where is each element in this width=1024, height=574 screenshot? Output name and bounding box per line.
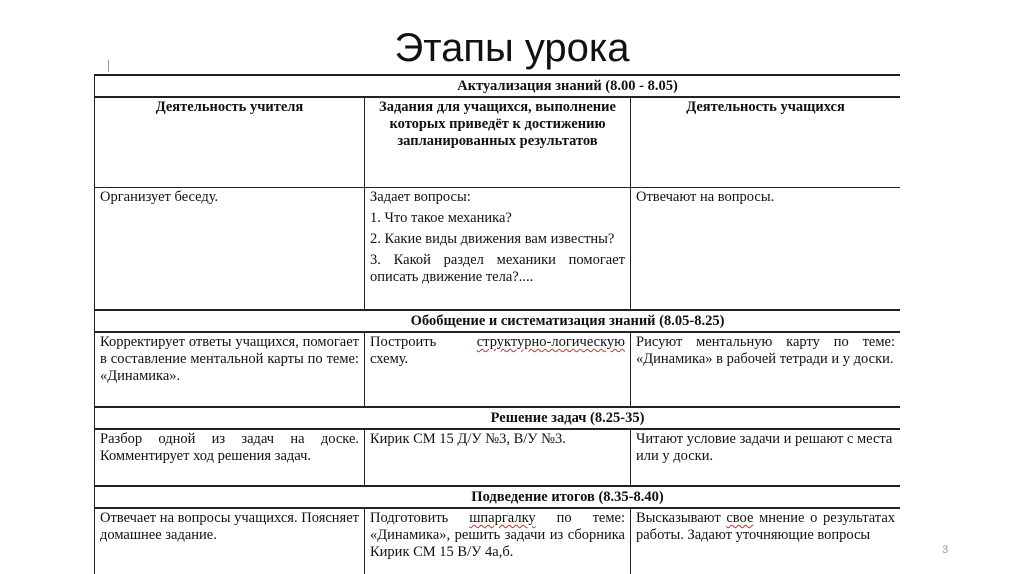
question-1: 1. Что такое механика? bbox=[370, 210, 512, 226]
table-row bbox=[95, 429, 901, 486]
slide-number: 3 bbox=[941, 544, 949, 556]
column-header-row bbox=[95, 97, 901, 188]
question-3: 3. Какой раздел механики помогает описать движение тела?.... bbox=[370, 252, 625, 285]
cell-students: Отвечают на вопросы. bbox=[631, 188, 901, 311]
cell-students: Рисуют ментальную карту по теме: «Динамика» в рабочей тетради и у доски. bbox=[631, 332, 901, 407]
section-row-summary bbox=[95, 486, 901, 508]
question-2: 2. Какие виды движения вам известны? bbox=[370, 231, 615, 247]
lesson-stages-table bbox=[94, 74, 900, 574]
table-row bbox=[95, 188, 901, 311]
section-title-generalization: Обобщение и систематизация знаний (8.05-8.25) bbox=[410, 313, 725, 329]
slide-title: Этапы урока bbox=[394, 26, 630, 70]
cell-tasks: Кирик СМ 15 Д/У №3, В/У №3. bbox=[365, 429, 631, 486]
spellcheck-underline: структурно-логическую bbox=[476, 334, 625, 350]
column-header-students: Деятельность учащихся bbox=[631, 97, 901, 188]
spellcheck-underline: шпаргалку bbox=[469, 510, 536, 526]
section-title-actualization: Актуализация знаний (8.00 - 8.05) bbox=[457, 78, 678, 94]
section-row-generalization bbox=[95, 310, 901, 332]
section-row-problems bbox=[95, 407, 901, 429]
cell-students: Читают условие задачи и решают с места или у доски. bbox=[631, 429, 901, 486]
cell-teacher: Организует беседу. bbox=[95, 188, 365, 311]
table-row bbox=[95, 508, 901, 574]
cell-teacher: Отвечает на вопросы учащихся. Поясняет домашнее задание. bbox=[95, 508, 365, 574]
column-header-teacher: Деятельность учителя bbox=[95, 97, 365, 188]
section-row-actualization bbox=[95, 75, 901, 97]
lesson-stages-document bbox=[94, 74, 900, 574]
cell-teacher: Разбор одной из задач на доске. Комментирует ход решения задач. bbox=[95, 429, 365, 486]
column-header-tasks: Задания для учащихся, выполнение которых приведёт к достижению запланированных результатов bbox=[365, 97, 631, 188]
page-margin-tick bbox=[108, 60, 109, 72]
cell-tasks bbox=[365, 188, 631, 311]
section-title-problems: Решение задач (8.25-35) bbox=[490, 410, 645, 426]
cell-teacher: Корректирует ответы учащихся, помогает в составление ментальной карты по теме: «Динамика». bbox=[95, 332, 365, 407]
spellcheck-underline: свое bbox=[726, 510, 754, 526]
cell-tasks: Построить структурно-логическую схему. bbox=[365, 332, 631, 407]
tasks-intro: Задает вопросы: bbox=[370, 189, 471, 205]
section-title-summary: Подведение итогов (8.35-8.40) bbox=[471, 489, 664, 505]
cell-students: Высказывают свое мнение о результатах работы. Задают уточняющие вопросы bbox=[631, 508, 901, 574]
cell-tasks: Подготовить шпаргалку по теме: «Динамика», решить задачи из сборника Кирик СМ 15 В/У 4а,б. bbox=[365, 508, 631, 574]
table-row bbox=[95, 332, 901, 407]
